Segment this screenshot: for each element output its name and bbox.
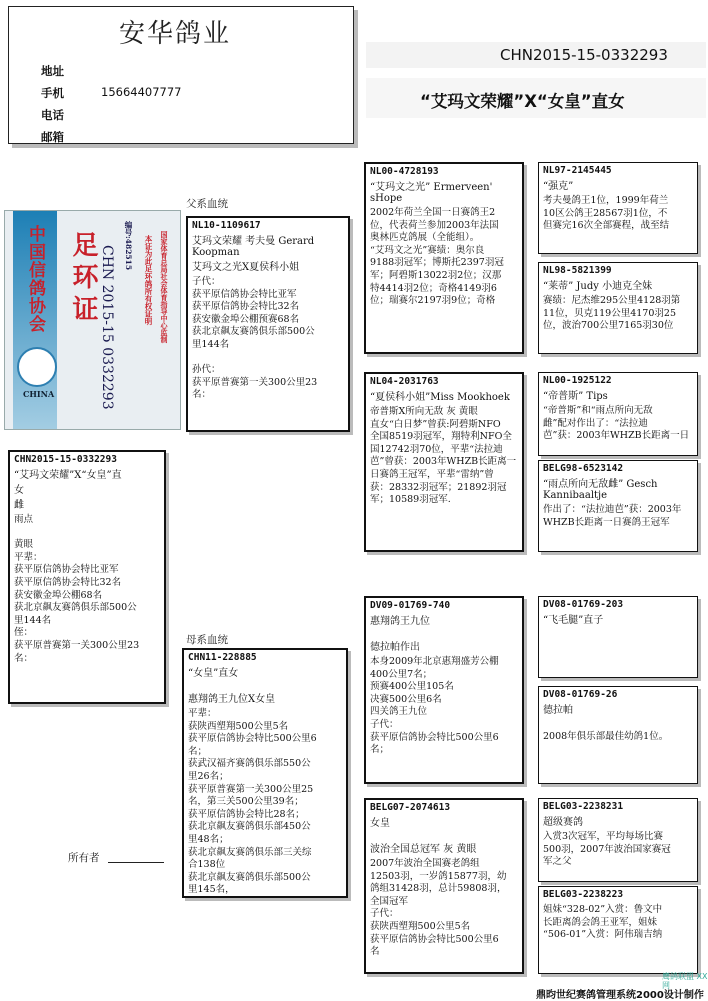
sire-dam-card: [364, 372, 524, 552]
dam-dam-code: BELG07-2074613: [370, 802, 451, 813]
phone-value: 15664407777: [101, 85, 182, 99]
phone-label: 手机: [41, 86, 64, 100]
ddd-body: 姐妹“328-02”入赏：鲁文中 长距离鸽会鸽王亚军，姐妹 “506-01”入赏：阿伟瑞吉纳: [543, 904, 663, 941]
sire-dam-body: 帝普斯X所向无敌 灰 黄眼 直女“白日梦”曾获:阿碧斯NFO 全国8519羽冠军，翔特利NFO全 国12742羽70位，平辈“法拉迪 芭”曾获：2003年WHZB长距离一 日赛鸽王冠军，平辈“雷纳”曾 获：28332羽冠军；21892羽冠 军；10589羽冠军.: [370, 406, 517, 506]
ddd-card: [538, 886, 698, 974]
footer-credit: 鼎昀世纪赛鸽管理系统2000设计制作: [536, 990, 704, 1001]
ddd-code: BELG03-2238223: [543, 889, 624, 900]
dds-body: 入赏3次冠军，平均每场比赛 500羽，2007年波治国家赛冠 军之父: [543, 831, 671, 868]
sdd-body: 作出了：“法拉迪芭”获：2003年 WHZB长距离一日赛鸽王冠军: [543, 504, 682, 528]
sds-name: “帝普斯” Tips: [543, 391, 608, 402]
sire-sire-name: “艾玛文之光” Ermerveen' sHope: [370, 182, 493, 204]
dam-sire-body: 本身2009年北京惠翔盛芳公棚 400公里7名； 预赛400公里105名 决赛500公里6名 四关鸽王九位 子代： 获平原信鸽协会特比500公里6 名；: [370, 656, 499, 756]
dss-code: DV08-01769-203: [543, 599, 624, 610]
owner-label: 所有者: [68, 852, 100, 864]
dsd-card: [538, 686, 698, 784]
sire-sire-card: [364, 162, 524, 354]
sss-code: NL97-2145445: [543, 165, 612, 176]
sss-body: 考夫曼鸽王1位，1999年荷兰 10区公鸽王28567羽1位，不 但赛完16次全部赛程，战至结: [543, 195, 670, 232]
certificate-org: 中国信鸽协会: [25, 225, 45, 333]
sds-body: “帝普斯”和“雨点所向无敌 雌”配对作出了：“法拉迪 芭”获：2003年WHZB长距离一日: [543, 405, 690, 442]
sire-code: NL10-1109617: [192, 220, 261, 231]
sire-sire-code: NL00-4728193: [370, 166, 439, 177]
dss-name: “飞毛腿”直子: [543, 615, 604, 626]
sire-card: [186, 216, 350, 432]
dss-card: [538, 596, 698, 678]
subject-code: CHN2015-15-0332293: [14, 454, 117, 465]
sire-dam-code: NL04-2031763: [370, 376, 439, 387]
ssd-code: NL98-5821399: [543, 265, 612, 276]
tel-label: 电话: [41, 108, 64, 122]
sds-card: [538, 372, 698, 456]
dam-dam-name: 女皇 波治全国总冠军 灰 黄眼: [370, 818, 477, 855]
dam-line-label: 母系血统: [186, 634, 228, 646]
sss-card: [538, 162, 698, 254]
club-header: [8, 6, 354, 144]
subject-name: “艾玛文荣耀”X“女皇”直 女 雌: [14, 470, 122, 511]
sire-body: 子代： 获平原信鸽协会特比亚军 获平原信鸽协会特比32名 获安徽金埠公棚预赛68名 获北京飙友赛鸽俱乐部500公 里144名 孙代： 获平原普赛第一关300公里23 名：: [192, 276, 318, 401]
dam-sire-code: DV09-01769-740: [370, 600, 451, 611]
ssd-name: “莱蒂” Judy 小迪克全妹: [543, 281, 653, 292]
owner-signature-line: [108, 862, 164, 863]
subject-card: [8, 450, 166, 704]
dam-sire-name: 惠翔鸽王九位 德拉帕作出: [370, 616, 430, 653]
sire-sire-body: 2002年荷兰全国一日赛鸽王2 位，代表荷兰参加2003年法国 奥林匹克鸽展（全能组）。 “艾玛文之光”赛绩：奥尔良 9188羽冠军；博斯托2397羽冠 军；阿碧斯13022羽2位；汉那 特4414羽2位；奇格4149羽6 位；瑞赛尔2197羽9位；奇格: [370, 207, 504, 307]
dam-code: CHN11-228885: [188, 652, 257, 663]
sdd-card: [538, 460, 698, 552]
subject-body: 雨点 黄眼 平辈： 获平原信鸽协会特比亚军 获平原信鸽协会特比32名 获安徽金埠公棚68名 获北京飙友赛鸽俱乐部500公 里144名 侄： 获平原普赛第一关300公里23 名：: [14, 514, 140, 664]
address-label: 地址: [41, 64, 64, 78]
certificate-note: 本证为此足环鸽所有权证明: [144, 235, 153, 325]
certificate-serial: 编号:482515: [124, 221, 133, 271]
sds-code: NL00-1925122: [543, 375, 612, 386]
sire-name: 艾玛文荣耀 考夫曼 Gerard Koopman 艾玛文之光X夏侯科小姐: [192, 236, 315, 273]
ssd-body: 赛绩：尼杰维295公里4128羽第 11位，贝克119公里4170羽25 位，波治700公里7165羽30位: [543, 295, 681, 332]
dam-body: 平辈： 获陕西塑翔500公里5名 获平原信鸽协会特比500公里6 名； 获武汉福齐赛鸽俱乐部550公 里26名； 获平原普赛第一关300公里25 名，第三关500公里39名； 获平原信鸽协会特比28名； 获北京飙友赛鸽俱乐部450公 里48名； 获北京飙友赛鸽俱乐部三关综 合138位 获北京飙友赛鸽俱乐部500公 里145名，: [188, 708, 317, 896]
email-label: 邮箱: [41, 130, 64, 144]
association-logo-icon: [17, 347, 57, 387]
dds-name: 超级赛鸽: [543, 817, 583, 828]
dsd-body: 2008年俱乐部最佳幼鸽1位。: [543, 731, 669, 742]
dsd-name: 德拉帕: [543, 705, 573, 716]
dam-dam-card: [364, 798, 524, 974]
dds-card: [538, 798, 698, 882]
sss-name: “强克”: [543, 181, 574, 192]
dds-code: BELG03-2238231: [543, 801, 624, 812]
watermark: 鹰鸽联盟 XX网: [662, 972, 708, 990]
ssd-card: [538, 262, 698, 354]
certificate-doc: 足环证: [68, 231, 98, 327]
dss-body: [539, 627, 697, 631]
dsd-code: DV08-01769-26: [543, 689, 618, 700]
dam-card: [182, 648, 348, 898]
dam-sire-card: [364, 596, 524, 784]
certificate-number: CHN 2015-15 0332293: [99, 245, 115, 410]
certificate-china: CHINA: [23, 389, 55, 399]
sire-dam-name: “夏侯科小姐”Miss Mookhoek: [370, 392, 510, 403]
subject-ring: CHN2015-15-0332293: [500, 46, 668, 64]
dam-dam-body: 2007年波治全国赛老鸽组 12503羽，一岁鸽15877羽，幼 鸽组31428羽，总计59808羽， 全国冠军 子代： 获陕西塑翔500公里5名 获平原信鸽协会特比500公里6 名: [370, 858, 507, 958]
subject-title: “艾玛文荣耀”X“女皇”直女: [420, 92, 625, 111]
dam-name: “女皇”直女 惠翔鸽王九位X女皇: [188, 668, 276, 705]
certificate-note2: 国家体育总局社会体育指导中心监制: [160, 231, 169, 343]
sdd-code: BELG98-6523142: [543, 463, 624, 474]
sire-line-label: 父系血统: [186, 198, 228, 210]
sdd-name: “雨点所向无敌雌” Gesch Kannibaaltje: [543, 479, 658, 501]
ring-certificate: [4, 210, 181, 430]
club-name: 安华鸽业: [119, 19, 232, 49]
